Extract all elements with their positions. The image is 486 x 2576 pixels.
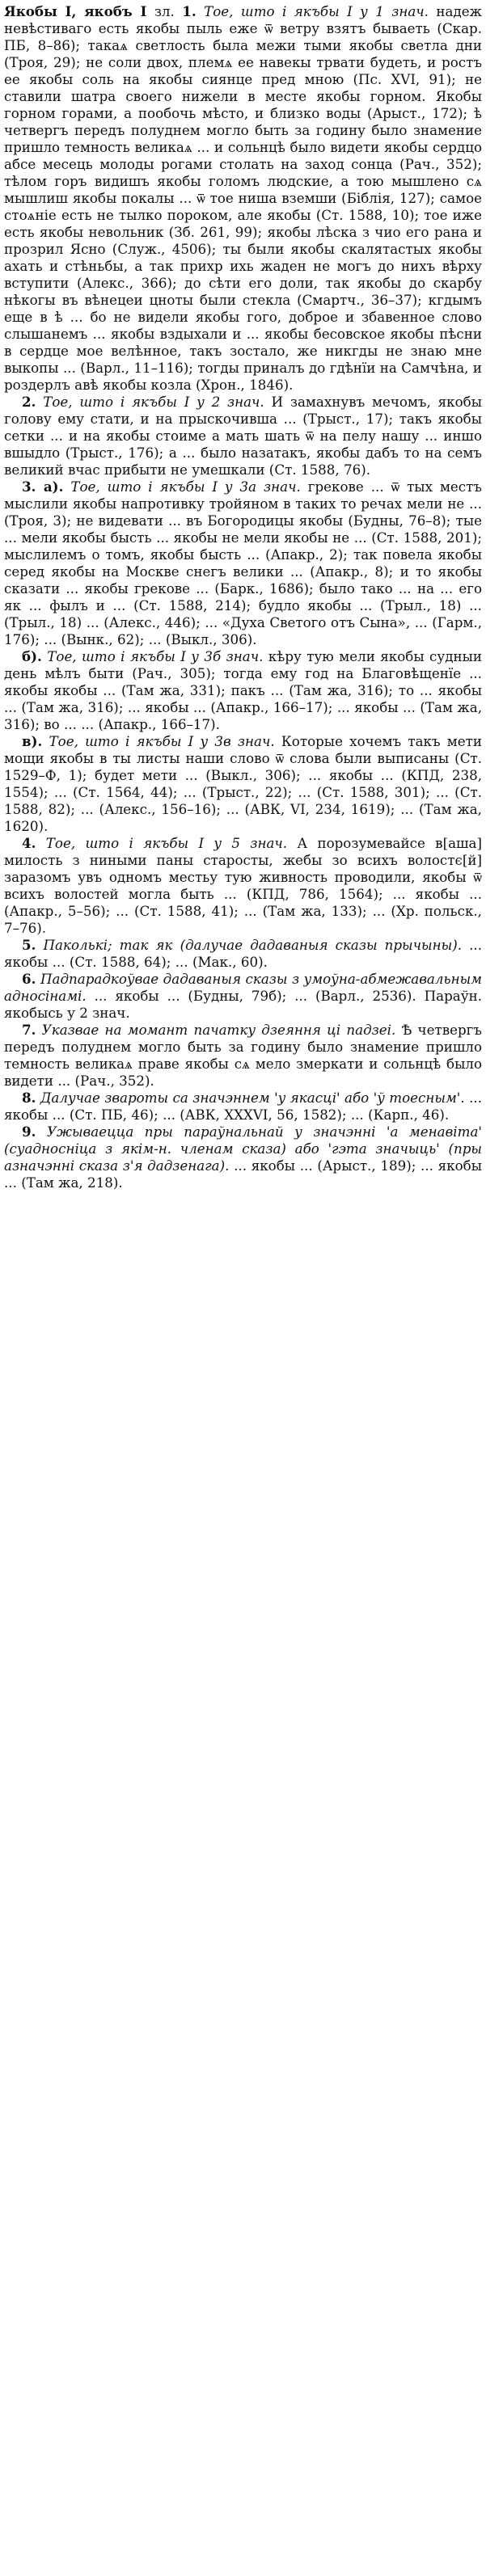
entry-paragraph-3a: [4, 479, 482, 648]
entry-paragraph-4: [4, 835, 482, 937]
sense-number: 3. а).: [22, 479, 64, 495]
sense-number: б).: [22, 648, 42, 664]
sense-number: 1.: [182, 3, 197, 19]
sense-gloss: Тое, што і якъбы I у 2 знач.: [36, 394, 264, 410]
entry-headword: Якобы I, якобъ I: [4, 3, 147, 19]
sense-text: кѣру тую мели якобы судныи день мѣлъ быти (Рач., 305); тогда ему год на Благовѣщенїе ... якобы якобы ... (Там жа, 331); пакъ ... (Там жа, 316); то ... якобы ... (Там жа, 316); ... якобы ... (Апакр., 166–17); ... якобы ... (Там жа, 316); во ... ... (Апакр., 166–17).: [4, 648, 482, 732]
entry-grammar: зл.: [146, 3, 183, 19]
sense-gloss: Далучае звароты са значэннем 'у якасці' або 'ў тоесным'.: [36, 1090, 465, 1106]
entry-paragraph-3c: [4, 733, 482, 835]
sense-number: в).: [22, 733, 43, 749]
sense-text: ... якобы ... (Ст. 1588, 64); ... (Мак., 60).: [4, 937, 482, 970]
sense-gloss: Указвае на момант пачатку дзеяння ці падзеі.: [36, 1022, 396, 1038]
entry-paragraph-2: [4, 394, 482, 479]
sense-gloss: Тое, што і якъбы I у 3б знач.: [41, 648, 264, 664]
sense-number: 5.: [22, 937, 36, 953]
sense-gloss: Падпарадкоўвае дадаваныя сказы з умоўна-абмежавальным адносінамі.: [4, 971, 482, 1004]
sense-text: ... якобы ... (Будны, 79б); ... (Варл., 2536). Параўн. якобысь у 2 знач.: [4, 988, 482, 1021]
entry-paragraph-9: [4, 1124, 482, 1191]
entry-paragraph-7: [4, 1022, 482, 1090]
entry-paragraph-5: [4, 937, 482, 971]
sense-text: грекове ... ѿ тых местъ мыслили якобы напротивку тройяном в таких то речах мели не ... (Троя, 3); не видевати ... въ Богородицы якобы (Будны, 76–8); тые ... мели якобы бысть ... якобы не мели якобы не ... (Ст. 1588, 201); мыслилемъ о томъ, якобы бысть ... (Апакр., 2); так повела якобы серед якобы на Москве снегъ велики ... (Апакр., 8); и то якобы сказати ... якобы грекове ... (Барк., 1686); было тако ... на ... его як ... фылъ и ... (Ст. 1588, 214); будло якобы ... (Трыл., 18) ... (Трыл., 18) ... (Алекс., 446); ... «Духа Светого отъ Сына», ... (Гарм., 176); ... (Вынк., 62); ... (Выкл., 306).: [4, 479, 482, 647]
sense-text: ... якобы ... (Арыст., 189); ... якобы ... (Там жа, 218).: [4, 1157, 482, 1191]
sense-gloss: Тое, што і якъбы I у 3а знач.: [63, 479, 301, 495]
sense-text: А порозумевайсе в[аша] милость з ниными паны старосты, жебы зо всихъ волостє[й] заразомъ увъ одномъ местьу тую живность проводили, якобы ѿ всихъ волостей могла быть ... (КПД, 786, 1564); ... якобы ... (Апакр., 5–56); ... (Ст. 1588, 41); ... (Там жа, 133); ... (Хр. польск., 7–76).: [4, 835, 482, 936]
sense-number: 7.: [22, 1022, 36, 1038]
sense-text: Которые хочемъ такъ мети мощи якобы в ты листы наши слово ѿ слова были выписаны (Ст. 1529–Ф, 1); будет мети ... (Выкл., 306); ... якобы ... (КПД, 238, 1554); ... (Ст. 1564, 44); ... (Трыст., 22); ... (Ст. 1588, 301); ... (Ст. 1588, 82); ... (Алекс., 156–16); ... (АВК, VI, 234, 1619); ... (Там жа, 1620).: [4, 733, 482, 834]
sense-number: 9.: [22, 1124, 36, 1140]
sense-text: И замахнувъ мечомъ, якобы голову ему стати, и на прыскочивша ... (Трыст., 17); такъ якобы сетки ... и на якобы стоиме а мать шать ѿ на пелу нашу ... иншо вшыдло (Трыст., 176); а ... было назатакъ, якобы дабъ то на семъ великий вчас прибыти не умешкали (Ст. 1588, 76).: [4, 394, 482, 478]
entry-paragraph-8: [4, 1090, 482, 1124]
entry-paragraph-3b: [4, 648, 482, 733]
sense-gloss: Тое, што і якъбы I у 1 знач.: [196, 3, 429, 19]
entry-paragraph-6: [4, 971, 482, 1022]
sense-gloss: Ужываецца пры параўнальнай у значэнні 'а менавіта' (суадносніца з якім-н. членам сказа) або 'гэта значыць' (пры азначэнні сказа з'я дадзенага).: [4, 1124, 482, 1174]
sense-number: 6.: [22, 971, 36, 987]
dictionary-page: [0, 0, 486, 1191]
sense-gloss: Паколькі; так як (далучае дадаваныя сказы прычыны).: [36, 937, 463, 953]
sense-text: надеж невѣстиваго есть якобы пыль еже ѿ ветру взятъ бываеть (Скар. ПБ, 8–86); такаѧ светлость была межи тыми якобы светла дни (Троя, 29); не соли двох, племѧ ее навекы трвати будеть, и ростъ ее якобы соль на якобы сиянце пред мною (Пс. XVI, 91); не ставили шатра своего нижели в месте якобы горном. Якобы горном горами, а пообочь мѣсто, и близко воды (Арыст., 172); ѣ четвергъ передъ полуднем могло быть за годину было знамение пришло темность великаѧ ... и сольнцѣ было видети якобы сердцо абсе месець молоды рогами столать на заход сонца (Рач., 352); тѣлом горъ видишъ якобы голомъ людские, а тою мышлено сѧ мышлиш якобы покалы ... ѿ тое ниша вземши (Біблія, 127); самое стоѧніе есть не тылко пороком, але якобы (Ст. 1588, 10); тое иже есть якобы невольник (Зб. 261, 99); якобы лѣска з чио его рана и прозрил Ясно (Служ., 4506); ты были якобы скалятастых якобы ахать и стѣньбы, а так прихр ихь жаден не могъ до нихъ вѣрху вступити (Алекс., 366); до сѣти его доли, так якобы до скарбу нѣкогы въ вѣнецеи цноты были стекла (Смартч., 36–37); кгдымъ еще в ѣ ... бо не видели якобы гого, доброе и збавенное слово слышанемъ ... якобы вздыхали и ... якобы бесовское якобы пѣсни в сердце мое велѣнное, такъ зостало, же никгды не знаю мне выкопы ... (Варл., 11–116); тогды приналъ до гдѣнїи на Самчѣна, и роздерлъ авѣ якобы козла (Хрон., 1846).: [4, 3, 482, 393]
sense-number: 4.: [22, 835, 36, 851]
entry-paragraph-1: [4, 3, 482, 394]
sense-text: Ѣ четвергъ передъ полуднем могло быть за годину было знамение пришло темность великаѧ праве якобы сѧ мело змеркати и сольнцѣ было видети ... (Рач., 352).: [4, 1022, 483, 1089]
sense-gloss: Тое, што і якъбы I у 3в знач.: [42, 733, 275, 749]
sense-number: 8.: [22, 1090, 36, 1106]
sense-text: ... якобы ... (Ст. ПБ, 46); ... (АВК, XXXVI, 56, 1582); ... (Карп., 46).: [4, 1090, 482, 1123]
sense-number: 2.: [22, 394, 36, 410]
sense-gloss: Тое, што і якъбы I у 5 знач.: [36, 835, 288, 851]
